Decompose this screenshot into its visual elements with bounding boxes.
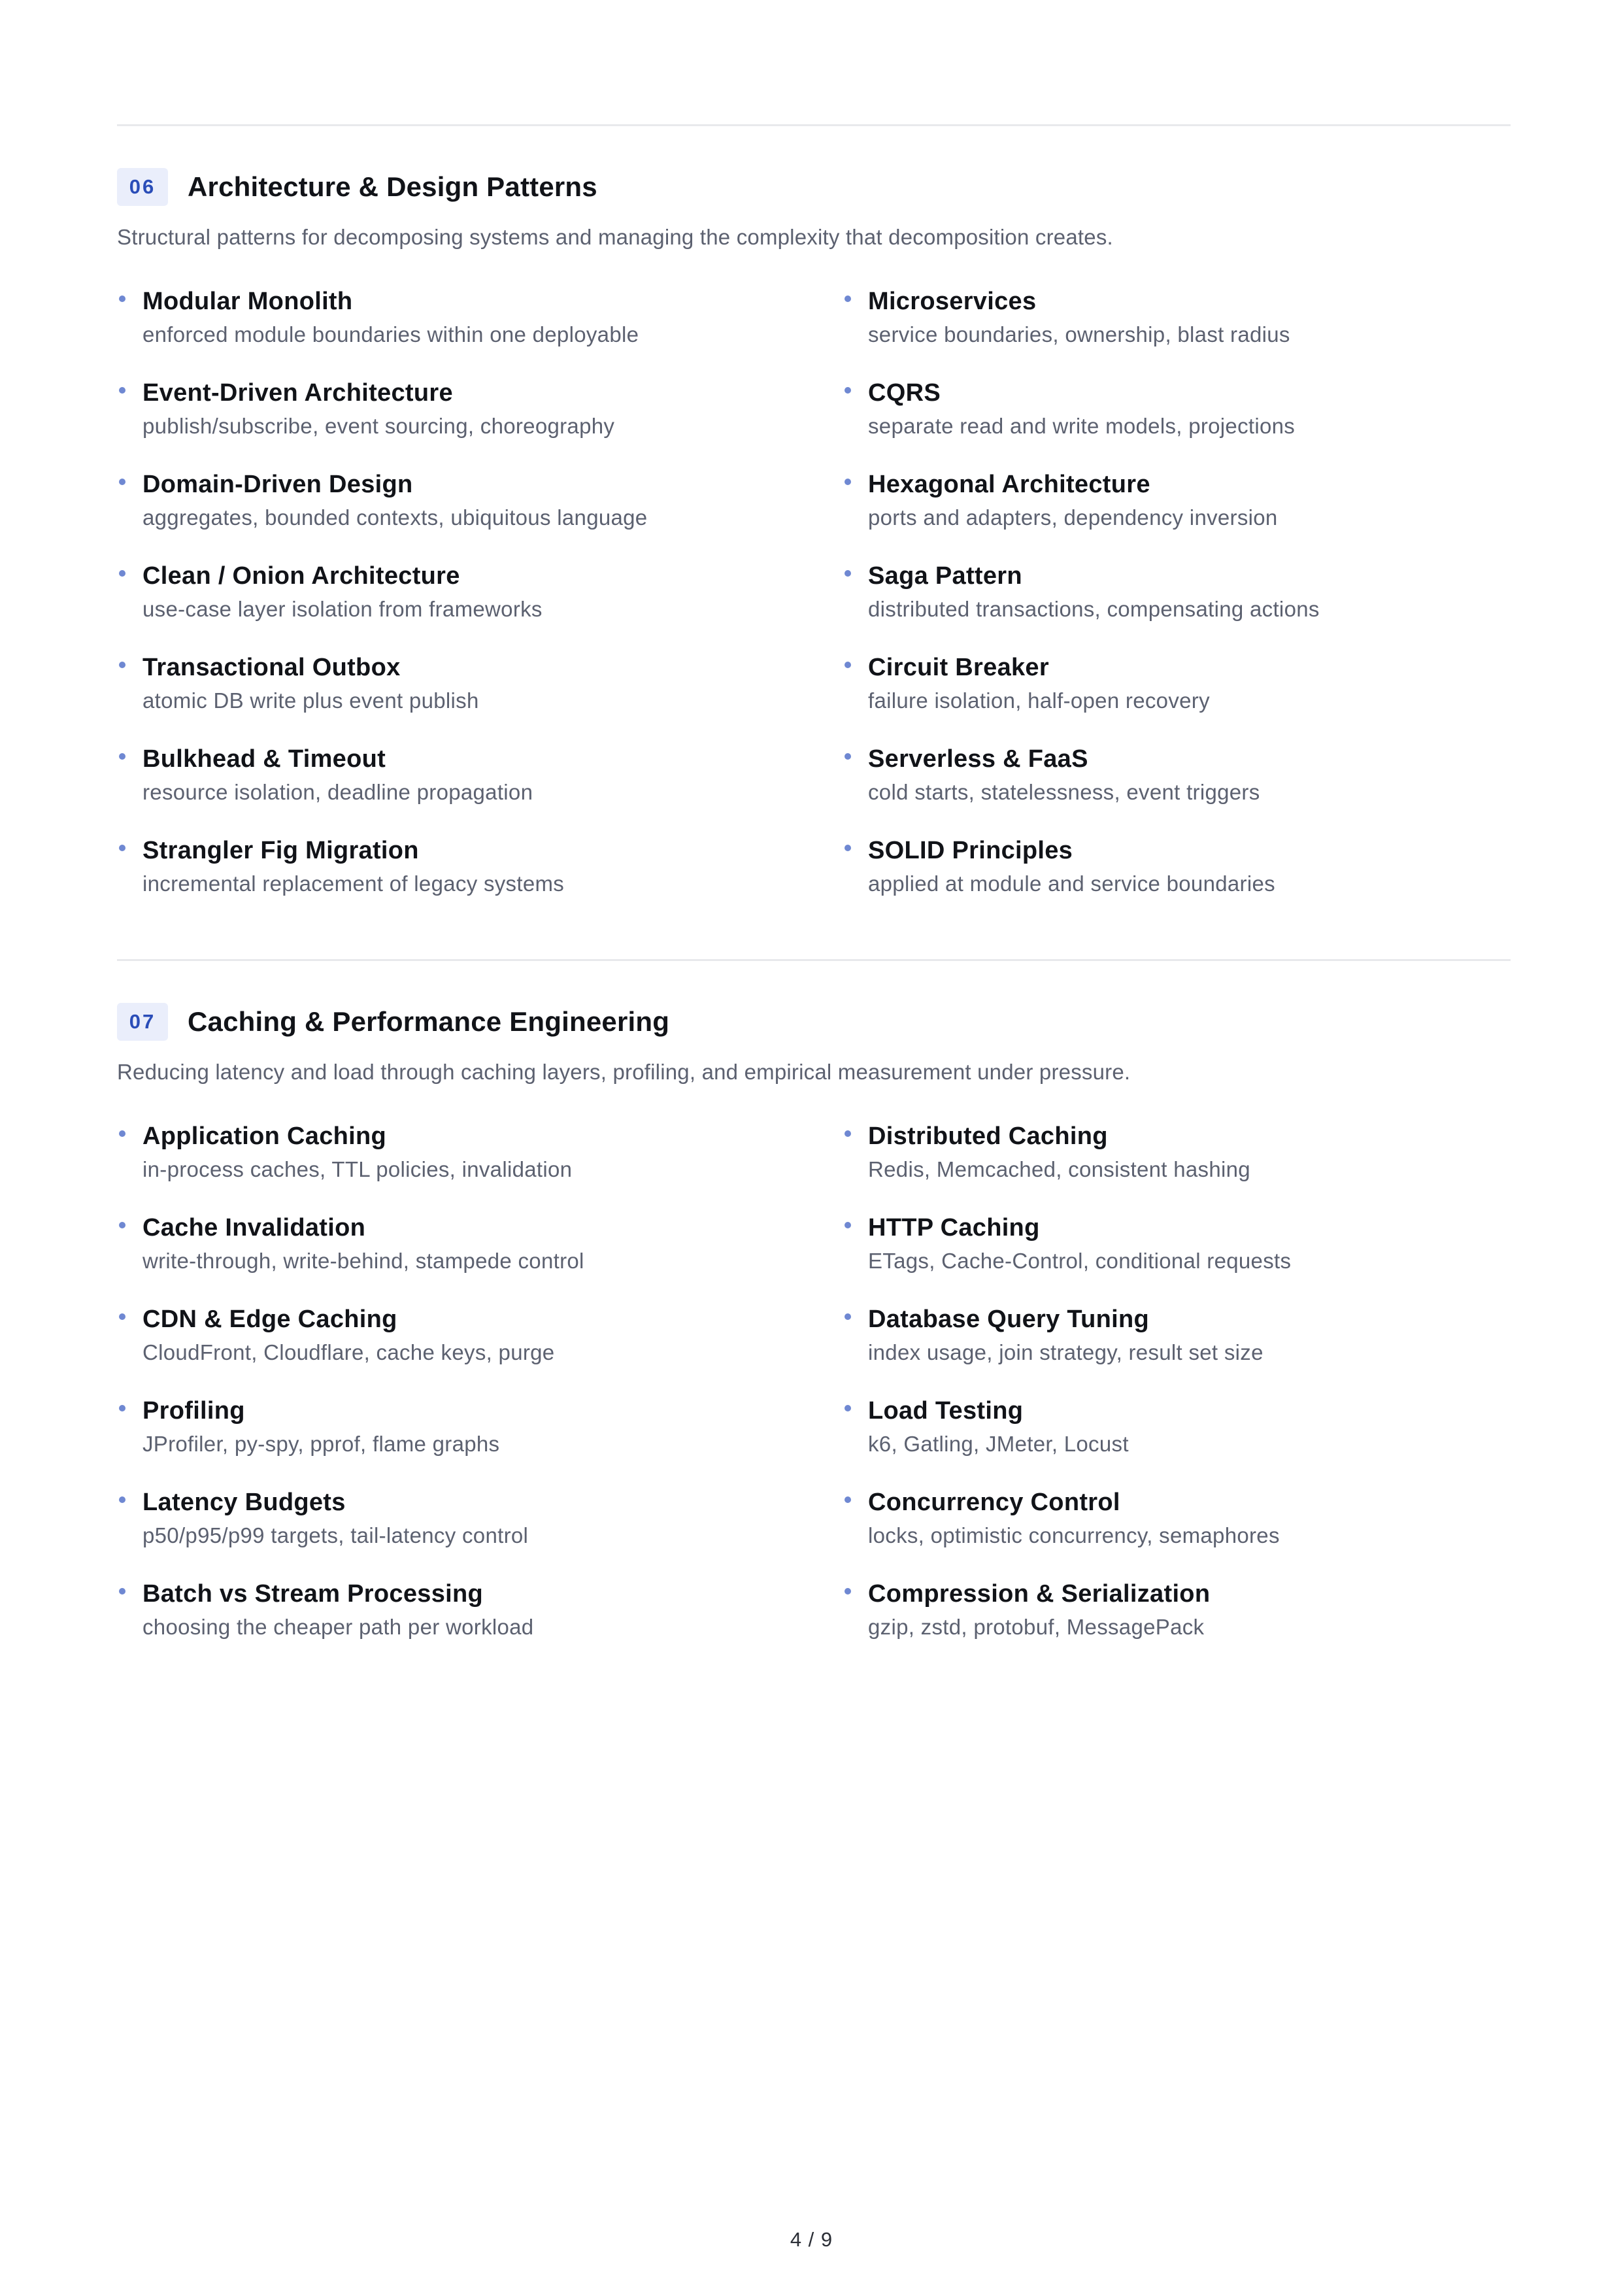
item-title: Database Query Tuning [868, 1306, 1150, 1333]
item-title: Application Caching [142, 1123, 387, 1150]
item-title: Hexagonal Architecture [868, 471, 1150, 498]
item-description: separate read and write models, projections [868, 414, 1296, 438]
topic-list [117, 284, 1511, 903]
list-item [117, 1211, 843, 1280]
item-description: service boundaries, ownership, blast radius [868, 322, 1290, 346]
list-item [843, 742, 1511, 811]
item-title: HTTP Caching [868, 1214, 1040, 1241]
item-title: Distributed Caching [868, 1123, 1108, 1150]
item-description: use-case layer isolation from frameworks [142, 597, 543, 621]
bullet-icon [119, 1222, 125, 1228]
list-item [843, 650, 1511, 720]
item-description: write-through, write-behind, stampede control [142, 1249, 584, 1273]
item-title: Clean / Onion Architecture [142, 562, 460, 590]
bullet-icon [119, 1130, 125, 1137]
list-item [843, 1394, 1511, 1463]
bullet-icon [119, 1405, 125, 1411]
item-title: Transactional Outbox [142, 654, 401, 681]
list-item [117, 467, 843, 537]
bullet-icon [845, 662, 851, 668]
item-title: CQRS [868, 379, 941, 407]
item-description: failure isolation, half-open recovery [868, 688, 1210, 713]
item-title: Bulkhead & Timeout [142, 745, 386, 773]
bullet-icon [845, 1313, 851, 1320]
item-description: Redis, Memcached, consistent hashing [868, 1157, 1250, 1181]
bullet-icon [845, 1130, 851, 1137]
section-divider [117, 959, 1511, 961]
list-item [117, 1119, 843, 1189]
list-item [117, 284, 843, 354]
bullet-icon [845, 1588, 851, 1595]
section-title: Architecture & Design Patterns [188, 171, 597, 202]
section-title: Caching & Performance Engineering [188, 1006, 670, 1037]
list-item [843, 1485, 1511, 1555]
bullet-icon [845, 295, 851, 302]
list-item [843, 1302, 1511, 1372]
item-title: Serverless & FaaS [868, 745, 1088, 773]
item-description: index usage, join strategy, result set size [868, 1340, 1263, 1364]
list-item [843, 559, 1511, 628]
bullet-icon [845, 845, 851, 851]
bullet-icon [119, 479, 125, 485]
bullet-icon [119, 845, 125, 851]
item-description: in-process caches, TTL policies, invalidation [142, 1157, 573, 1181]
item-description: enforced module boundaries within one deployable [142, 322, 639, 346]
bullet-icon [119, 295, 125, 302]
section-caching [117, 959, 1511, 1646]
bullet-icon [845, 1405, 851, 1411]
item-title: Saga Pattern [868, 562, 1022, 590]
item-title: Concurrency Control [868, 1489, 1120, 1516]
item-title: CDN & Edge Caching [142, 1306, 397, 1333]
list-item [117, 650, 843, 720]
section-number-badge: 06 [117, 168, 168, 206]
page-indicator: 4 / 9 [790, 2228, 833, 2251]
bullet-icon [845, 1496, 851, 1503]
section-number-badge: 07 [117, 1003, 168, 1041]
item-title: Load Testing [868, 1397, 1024, 1425]
item-description: CloudFront, Cloudflare, cache keys, purge [142, 1340, 555, 1364]
item-description: JProfiler, py-spy, pprof, flame graphs [142, 1432, 500, 1456]
section-description: Reducing latency and load through caching layers, profiling, and empirical measurement under pressure. [117, 1060, 1131, 1084]
section-architecture [117, 124, 1511, 903]
section-heading [117, 164, 1511, 210]
list-item [117, 1485, 843, 1555]
item-description: cold starts, statelessness, event triggers [868, 780, 1260, 804]
bullet-icon [119, 1496, 125, 1503]
item-title: Modular Monolith [142, 288, 353, 315]
topic-list [117, 1119, 1511, 1646]
item-description: locks, optimistic concurrency, semaphores [868, 1523, 1280, 1547]
item-description: gzip, zstd, protobuf, MessagePack [868, 1615, 1205, 1639]
bullet-icon [119, 1313, 125, 1320]
bullet-icon [119, 662, 125, 668]
list-item [117, 376, 843, 445]
list-item [843, 284, 1511, 354]
list-item [117, 1302, 843, 1372]
section-heading [117, 999, 1511, 1045]
bullet-icon [845, 387, 851, 394]
bullet-icon [119, 753, 125, 760]
list-item [843, 376, 1511, 445]
item-title: Strangler Fig Migration [142, 837, 419, 864]
item-title: Profiling [142, 1397, 245, 1425]
item-title: Circuit Breaker [868, 654, 1049, 681]
bullet-icon [119, 570, 125, 577]
list-item [843, 1577, 1511, 1646]
item-description: choosing the cheaper path per workload [142, 1615, 534, 1639]
item-description: p50/p95/p99 targets, tail-latency control [142, 1523, 529, 1547]
item-description: resource isolation, deadline propagation [142, 780, 533, 804]
section-description: Structural patterns for decomposing systems and managing the complexity that decomposition creates. [117, 225, 1113, 249]
item-description: k6, Gatling, JMeter, Locust [868, 1432, 1129, 1456]
bullet-icon [845, 479, 851, 485]
item-description: ETags, Cache-Control, conditional requests [868, 1249, 1292, 1273]
bullet-icon [119, 1588, 125, 1595]
list-item [843, 1119, 1511, 1189]
item-description: distributed transactions, compensating actions [868, 597, 1320, 621]
bullet-icon [845, 753, 851, 760]
item-description: aggregates, bounded contexts, ubiquitous language [142, 505, 648, 530]
bullet-icon [845, 1222, 851, 1228]
bullet-icon [119, 387, 125, 394]
item-title: SOLID Principles [868, 837, 1073, 864]
bullet-icon [845, 570, 851, 577]
list-item [117, 834, 843, 903]
item-title: Latency Budgets [142, 1489, 346, 1516]
item-title: Domain-Driven Design [142, 471, 413, 498]
list-item [117, 742, 843, 811]
item-title: Cache Invalidation [142, 1214, 366, 1241]
list-item [843, 1211, 1511, 1280]
item-title: Microservices [868, 288, 1037, 315]
list-item [117, 1577, 843, 1646]
list-item [117, 1394, 843, 1463]
item-description: applied at module and service boundaries [868, 871, 1275, 896]
section-divider [117, 124, 1511, 126]
item-description: ports and adapters, dependency inversion [868, 505, 1278, 530]
list-item [117, 559, 843, 628]
item-description: incremental replacement of legacy systems [142, 871, 565, 896]
list-item [843, 834, 1511, 903]
item-title: Batch vs Stream Processing [142, 1580, 484, 1608]
item-description: atomic DB write plus event publish [142, 688, 479, 713]
list-item [843, 467, 1511, 537]
item-title: Compression & Serialization [868, 1580, 1211, 1608]
item-description: publish/subscribe, event sourcing, choreography [142, 414, 615, 438]
item-title: Event-Driven Architecture [142, 379, 453, 407]
